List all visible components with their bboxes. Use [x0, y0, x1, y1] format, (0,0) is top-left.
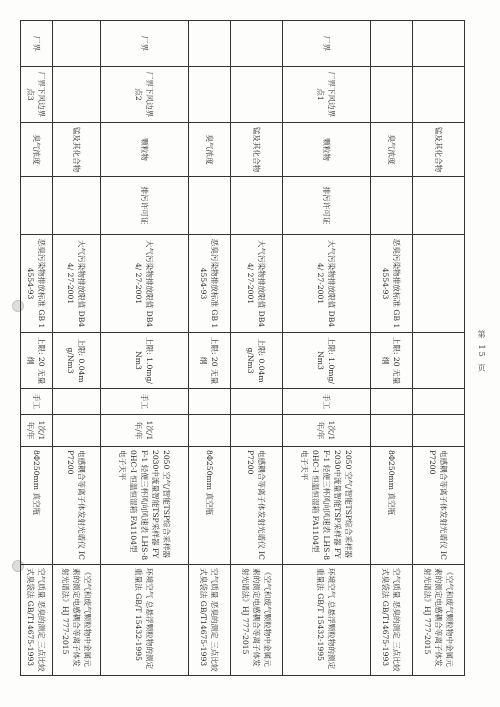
- cell-method: [189, 389, 231, 415]
- table-row: [413, 21, 465, 676]
- cell-instrument: 2050 空气/智能TSP综合采样器 2030中流量智能TSP采样器 FYF-1 轻便三杯风向风速表 LHS-80HC-I 恒温恒湿箱 FA1104型 电子天平: [101, 447, 189, 565]
- cell-standard: 大气污染物排放限值 DB44/ 27-2001: [53, 235, 101, 333]
- cell-standard: [413, 235, 465, 333]
- cell-instrument: 2050 空气/智能TSP综合采样器 2030中流量智能TSP采样器 FYF-1 轻便三杯风向风速表 LHS-80HC-I 恒温恒湿箱 FA1104型 电子天平: [283, 447, 371, 565]
- cell-item: 臭气浓度: [371, 123, 413, 177]
- cell-limit: [413, 333, 465, 389]
- cell-standard: 恶臭污染物排放标准 GB 14554-93: [21, 235, 53, 333]
- cell-point: 厂界下风边界点2: [101, 67, 189, 123]
- cell-cat: 厂界: [283, 21, 371, 67]
- cell-point: [189, 67, 231, 123]
- table-row: [21, 21, 53, 676]
- table-row: [371, 21, 413, 676]
- cell-limit: 上限: 20 无量纲: [189, 333, 231, 389]
- cell-standard: 大气污染物排放限值 DB44/ 27-2001: [283, 235, 371, 333]
- cell-freq: [231, 415, 283, 447]
- cell-instrument: 8Φ250mm 真空瓶: [21, 447, 53, 565]
- cell-cat: [189, 21, 231, 67]
- cell-cat: [231, 21, 283, 67]
- cell-limit: 上限: 0.04mg/Nm3: [231, 333, 283, 389]
- cell-item: 锰及其化合物: [413, 123, 465, 177]
- cell-item: 锰及其化合物: [53, 123, 101, 177]
- cell-method: 手工: [283, 389, 371, 415]
- cell-freq: [371, 415, 413, 447]
- cell-item: 臭气浓度: [189, 123, 231, 177]
- cell-method: 手工: [21, 389, 53, 415]
- cell-cat: [371, 21, 413, 67]
- cell-standard: 大气污染物排放限值 DB44/ 27-2001: [101, 235, 189, 333]
- cell-analysis: 空气质量 恶臭的测定 三点比较式臭袋法 GB/T14675-1993: [371, 565, 413, 676]
- cell-standard: 大气污染物排放限值 DB44/ 27-2001: [231, 235, 283, 333]
- cell-freq: 1次/1年/年: [283, 415, 371, 447]
- cell-method: [53, 389, 101, 415]
- cell-method: [371, 389, 413, 415]
- cell-point: [231, 67, 283, 123]
- cell-permit: [231, 177, 283, 235]
- cell-cat: 厂界: [21, 21, 53, 67]
- cell-instrument: 电感耦合等离子体发射光谱仪 ICP7200: [231, 447, 283, 565]
- cell-method: [231, 389, 283, 415]
- table-row: [189, 21, 231, 676]
- cell-cat: [413, 21, 465, 67]
- cell-method: [413, 389, 465, 415]
- cell-instrument: 电感耦合等离子体发射光谱仪 ICP7200: [413, 447, 465, 565]
- cell-freq: [53, 415, 101, 447]
- cell-instrument: 电感耦合等离子体发射光谱仪 ICP7200: [53, 447, 101, 565]
- cell-permit: 排污许可证: [101, 177, 189, 235]
- cell-freq: 1次/1年/年: [21, 415, 53, 447]
- table-row: [283, 21, 371, 676]
- cell-analysis: 《空气和废气颗粒物中金属元素的测定电感耦合等离子体发射光谱法》HJ 777-2015: [413, 565, 465, 676]
- cell-point: [53, 67, 101, 123]
- cell-permit: [53, 177, 101, 235]
- cell-permit: [21, 177, 53, 235]
- cell-freq: [189, 415, 231, 447]
- monitoring-table-rotated: [26, 20, 465, 675]
- cell-permit: [189, 177, 231, 235]
- cell-permit: [413, 177, 465, 235]
- cell-instrument: 8Φ250mm 真空瓶: [189, 447, 231, 565]
- cell-instrument: 8Φ250mm 真空瓶: [371, 447, 413, 565]
- cell-permit: 排污许可证: [283, 177, 371, 235]
- cell-permit: [371, 177, 413, 235]
- cell-freq: 1次/1年/年: [101, 415, 189, 447]
- cell-freq: [413, 415, 465, 447]
- cell-item: 颗粒物: [283, 123, 371, 177]
- table-row: [101, 21, 189, 676]
- cell-analysis: 环境空气 总悬浮颗粒物的测定 重量法 GB/T 15432-1995: [283, 565, 371, 676]
- cell-cat: 厂界: [101, 21, 189, 67]
- cell-cat: [53, 21, 101, 67]
- monitoring-table: [20, 20, 465, 676]
- cell-analysis: 《空气和废气颗粒物中金属元素的测定电感耦合等离子体发射光谱法》HJ 777-2015: [53, 565, 101, 676]
- cell-limit: 上限: 1.0mg/Nm3: [283, 333, 371, 389]
- page-number: 第 15 页: [477, 330, 486, 374]
- cell-analysis: 空气质量 恶臭的测定 三点比较式臭袋法 GB/T14675-1993: [21, 565, 53, 676]
- cell-standard: 恶臭污染物排放标准 GB 14554-93: [371, 235, 413, 333]
- table-row: [231, 21, 283, 676]
- cell-limit: 上限: 1.0mg/Nm3: [101, 333, 189, 389]
- cell-point: 厂界下风边界点1: [283, 67, 371, 123]
- cell-analysis: 环境空气 总悬浮颗粒物的测定 重量法 GB/T 15432-1995: [101, 565, 189, 676]
- table-row: [53, 21, 101, 676]
- cell-method: 手工: [101, 389, 189, 415]
- cell-item: 锰及其化合物: [231, 123, 283, 177]
- cell-analysis: 空气质量 恶臭的测定 三点比较式臭袋法 GB/T14675-1993: [189, 565, 231, 676]
- cell-item: 颗粒物: [101, 123, 189, 177]
- cell-standard: 恶臭污染物排放标准 GB 14554-93: [189, 235, 231, 333]
- cell-item: 臭气浓度: [21, 123, 53, 177]
- cell-point: [371, 67, 413, 123]
- cell-point: [413, 67, 465, 123]
- cell-point: 厂界下风边界点3: [21, 67, 53, 123]
- cell-limit: 上限: 20 无量纲: [21, 333, 53, 389]
- cell-limit: 上限: 20 无量纲: [371, 333, 413, 389]
- cell-limit: 上限: 0.04mg/Nm3: [53, 333, 101, 389]
- cell-analysis: 《空气和废气颗粒物中金属元素的测定电感耦合等离子体发射光谱法》HJ 777-2015: [231, 565, 283, 676]
